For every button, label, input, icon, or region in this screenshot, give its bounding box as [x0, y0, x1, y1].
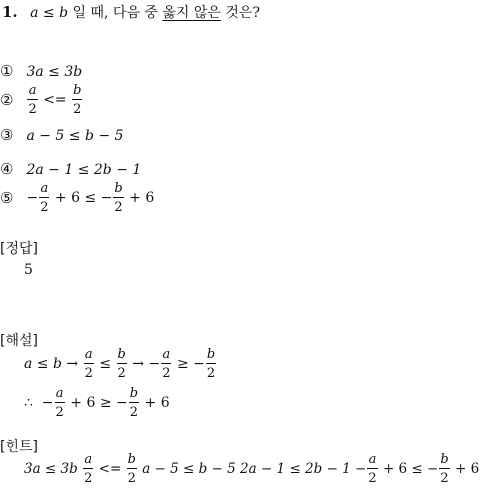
question-text-underlined: 옳지 않은 — [162, 5, 221, 21]
choice-1 — [0, 62, 82, 80]
question-line — [2, 2, 260, 22]
answer-value: 5 — [24, 262, 33, 278]
choice-4 — [0, 160, 141, 178]
choice-content: $\frac{a}{2}$ <= $\frac{b}{2}$ — [28, 83, 82, 117]
question-text-after: 것은? — [220, 5, 260, 21]
choice-content: − $\frac{a}{2}$ + 6 ≤ − $\frac{b}{2}$ + 6 — [26, 181, 155, 215]
choice-mark: ④ — [0, 160, 14, 178]
choice-2 — [0, 84, 83, 116]
choice-content: 2a − 1 ≤ 2b − 1 — [26, 162, 142, 178]
choice-mark: ③ — [0, 126, 14, 144]
explanation-line-1: a ≤ b → $\frac{a}{2}$ ≤ $\frac{b}{2}$ → − $\frac{a}{2}$ ≥ − $\frac{b}{2}$ — [24, 347, 216, 381]
choice-mark: ① — [0, 62, 14, 80]
choice-5 — [0, 182, 154, 214]
explanation-label: [해설] — [0, 333, 38, 349]
question-number: 1. — [2, 3, 18, 21]
question-premise: a ≤ b — [30, 5, 69, 21]
choice-content: 3a ≤ 3b — [26, 64, 83, 80]
hint-content: 3a ≤ 3b $\frac{a}{2}$ <= $\frac{b}{2}$ a − 5 ≤ b − 5 2a − 1 ≤ 2b − 1 − $\frac{a}{2}$ + 6 ≤ − $\frac{b}{2}$ + 6 — [24, 452, 480, 486]
choice-mark: ② — [0, 91, 14, 109]
choice-3 — [0, 126, 123, 144]
question-text-before: 일 때, 다음 중 — [72, 5, 163, 21]
choice-content: a − 5 ≤ b − 5 — [26, 128, 124, 144]
hint-label: [힌트] — [0, 439, 38, 455]
choice-mark: ⑤ — [0, 189, 14, 207]
explanation-line-2: ∴ − $\frac{a}{2}$ + 6 ≥ − $\frac{b}{2}$ + 6 — [24, 386, 170, 420]
answer-label: [정답] — [0, 241, 38, 257]
